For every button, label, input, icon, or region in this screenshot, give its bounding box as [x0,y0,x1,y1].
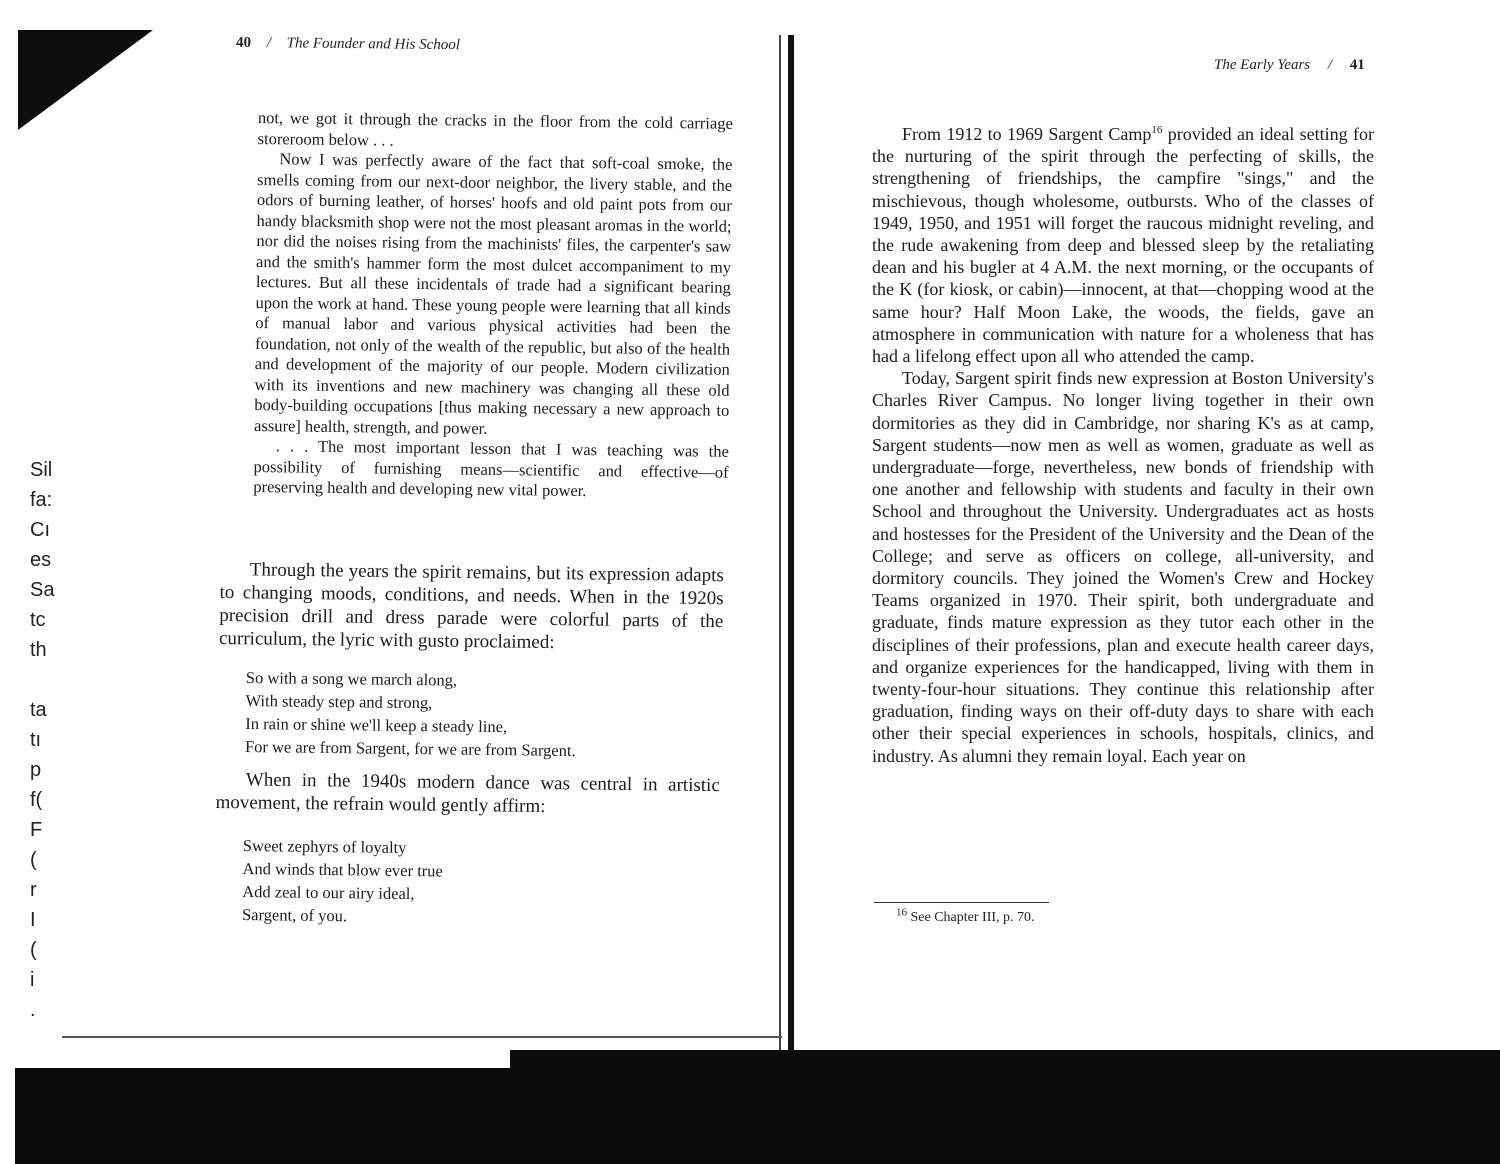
fragment-line [30,665,70,695]
gutter-shadow [788,35,794,1050]
fragment-line: th [30,639,47,661]
right-page-body [872,123,1374,767]
running-head-title: The Early Years [1214,57,1311,73]
body-paragraph: Today, Sargent spirit finds new expression at Boston University's Charles River Campus. No longer living together in their own dormitories as they did in Cambridge, nor sharing K's as at camp, Sargent students—now men as well as women, graduate as well as undergraduate—forge, nevertheless, new bonds of friendship with one another and fellowship with students and faculty in their own School and throughout the University. Undergraduates act as hosts and hostesses for the President of the University and the Dean of the College; and serve as officers on college, all-university, and dormitory councils. They joined the Women's Crew and Hockey Teams organized in 1970. Their spirit, both undergraduate and graduate, finds mature expression as they tutor each other in the disciplines of their professions, plan and execute health career days, and organize experiences for the handicapped, living with them in twenty-four-hour situations. They continue this relationship after graduation, finding ways on their off-duty days to share with each other their special experiences in schools, hospitals, clinics, and industry. As alumni they remain loyal. Each year on [872,368,1374,766]
fragment-line: f( [30,789,43,811]
footnote-rule [874,902,1049,903]
fragment-line: Cı [30,519,50,541]
fragment-line: tı [30,729,42,751]
adjacent-page-fragment [30,455,70,1025]
body-text: From 1912 to 1969 Sargent Camp [902,124,1152,144]
verse-line: Sargent, of you. [241,904,348,926]
extract-quote [253,108,733,503]
fragment-line: r [30,879,37,901]
gutter-shadow-left [779,35,781,1050]
quote-paragraph: . . . The most important lesson that I was teaching was the possibility of furnishing means—scientific and effective—of preserving health and developing new vital power. [253,436,729,501]
running-head-separator: / [266,35,272,52]
right-running-head [1214,57,1365,74]
song-verse [245,666,577,762]
verse-line: And winds that blow ever true [242,858,443,881]
running-head-separator: / [1327,57,1333,73]
body-paragraph: When in the 1940s modern dance was central in artistic movement, the refrain would gently affirm: [215,769,720,818]
page-number: 40 [235,34,252,51]
body-text: provided an ideal setting for the nurturing of the spirit through the perfecting of skills, the strengthening of friendships, the campfire "sings," and the mischievous, though wholesome, outbursts. Who of the classes of 1949, 1950, and 1951 will forget the raucous midnight reveling, and the rude awakening from deep and blessed sleep by the retaliating dean and his bugler at 4 A.M. the next morning, or the occupants of the K (for kiosk, or cabin)—innocent, at that—chopping wood at the same hour? Half Moon Lake, the woods, the fields, gave an atmosphere in communication with nature for a wholeness that has had a lifelong effect upon all who attended the camp. [872,124,1374,367]
body-paragraph [872,123,1374,367]
fragment-line: ta [30,699,47,721]
footnote [896,906,1035,926]
fragment-line: ( [30,849,37,871]
fragment-line: fa: [30,489,53,511]
verse-line: In rain or shine we'll keep a steady line, [245,713,508,737]
verse-line: For we are from Sargent, for we are from Sargent. [244,736,576,761]
scan-bottom-shadow-left [15,1068,515,1164]
fragment-line: es [30,549,52,571]
page-number: 41 [1349,57,1365,73]
footnote-marker: 16 [896,906,907,919]
quote-paragraph: Now I was perfectly aware of the fact that soft-coal smoke, the smells coming from our next-door neighbor, the livery stable, and the odors of burning leather, of horses' hoofs and old paint pots from our handy blacksmith shop were not the most pleasant aromas in the world; nor did the noises rising from the machinists' files, the carpenter's saw and the smith's hammer form the most dulcet accompaniment to my lectures. But all these incidentals of trade had a significant bearing upon the work at hand. These young people were learning that all kinds of manual labor and various physical activities had been the foundation, not only of the wealth of the republic, but also of the health and development of the majority of our people. Modern civilization with its inventions and new machinery was changing all these old body-building occupations [thus making necessary a new approach to assure] health, strength, and power. [254,149,733,438]
running-head-title: The Founder and His School [286,35,461,54]
left-running-head [236,35,460,54]
footnote-reference: 16 [1151,124,1163,136]
fragment-line: p [30,759,42,781]
body-paragraph: Through the years the spirit remains, but its expression adapts to changing moods, conditions, and needs. When in the 1920s precision drill and dress parade were colorful parts of the curriculum, the lyric with gusto proclaimed: [218,559,724,654]
verse-line: So with a song we march along, [245,667,458,690]
song-verse [242,834,443,928]
verse-line: Add zeal to our airy ideal, [242,881,415,904]
quote-paragraph: not, we got it through the cracks in the floor from the cold carriage storeroom below . . . [257,108,733,150]
fragment-line: Sa [30,579,55,601]
fragment-line: tc [30,609,46,631]
fragment-line: ( [30,939,37,961]
fragment-line: . [30,999,36,1021]
scan-corner-shadow [18,30,153,130]
scan-bottom-shadow-right [510,1050,1500,1164]
fragment-line: Sil [30,459,53,481]
fragment-line: I [30,909,36,931]
fragment-line: F [30,819,43,841]
verse-line: Sweet zephyrs of loyalty [242,835,407,857]
fragment-line: i [30,969,35,991]
footnote-text: See Chapter III, p. 70. [907,910,1035,925]
verse-line: With steady step and strong, [245,690,433,713]
scan-bottom-edge-line [62,1036,782,1038]
